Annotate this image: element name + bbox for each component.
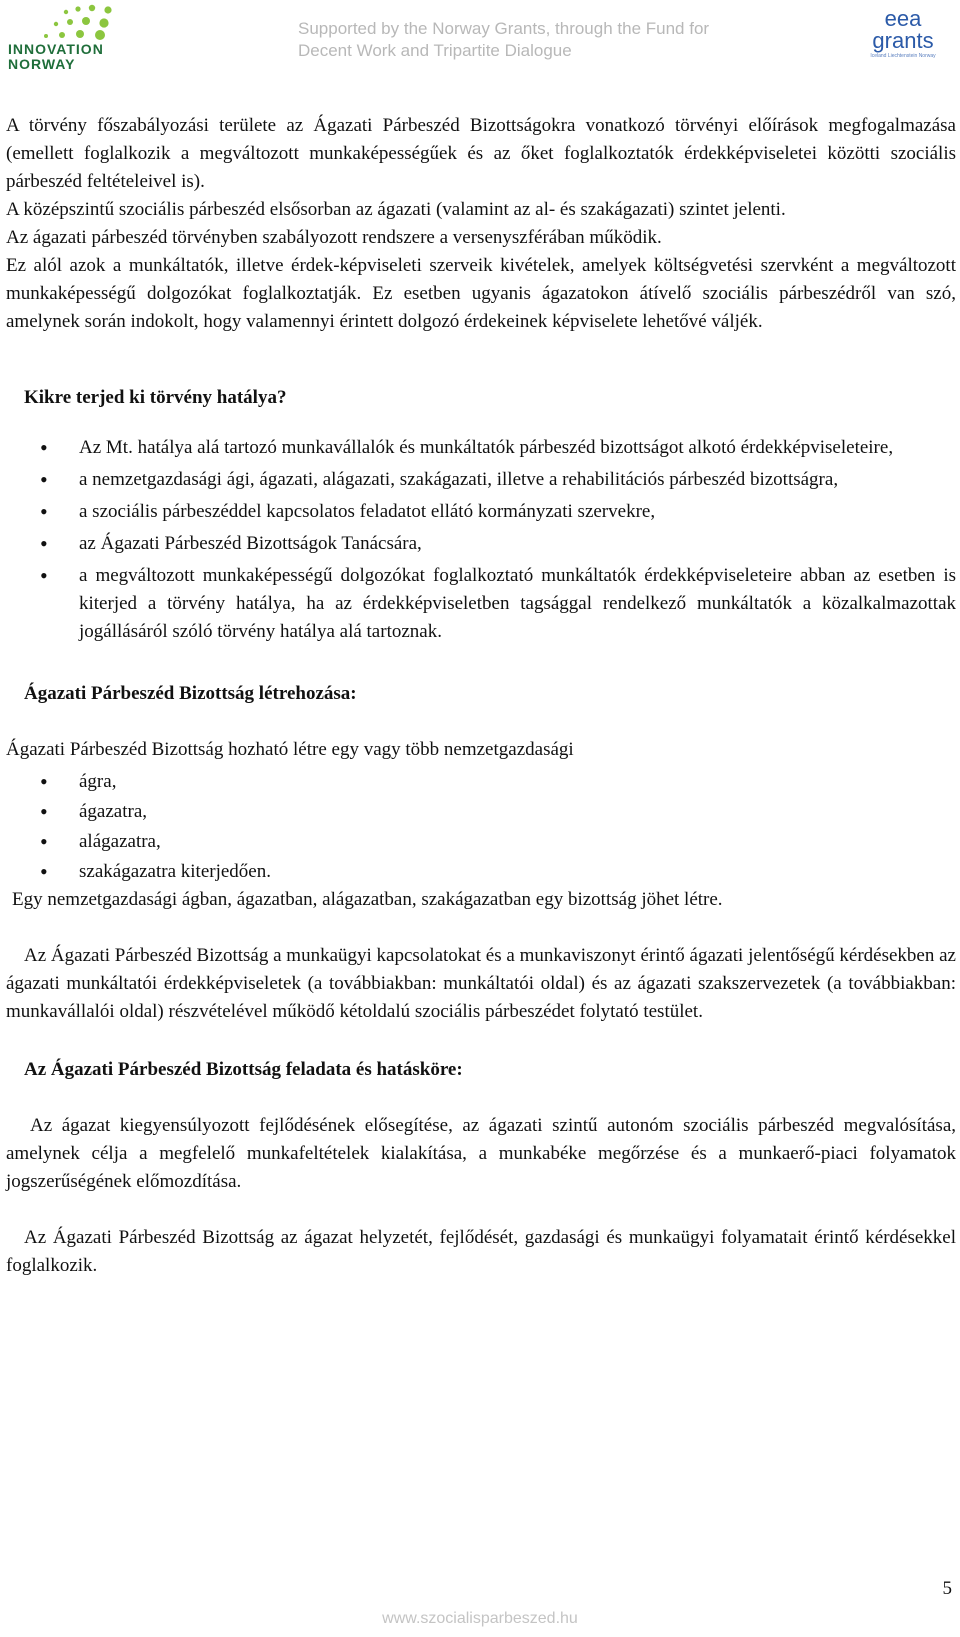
paragraph-7: Az Ágazati Párbeszéd Bizottság a munkaügyi kapcsolatokat és a munkaviszonyt érintő ágazati jelentőségű kérdésekben az ágazati munkáltatói érdekképviseletek (a továbbiakban: munkáltatói oldal) és az ágazati szakszervezetek (a továbbiakban: munkavállalói oldal) részvételével működő kétoldalú szociális párbeszédet folytató testület. xyxy=(6,945,956,1022)
paragraph-8: Az ágazat kiegyensúlyozott fejlődésének elősegítése, az ágazati szintű autonóm szociális párbeszéd megvalósítása, amelynek célja a megfelelő munkafeltételek kialakítása, a munkabéke megőrzése és a munkaerő-piaci folyamatok jogszerűségének előmozdítása. xyxy=(6,1115,956,1192)
logo-dots-icon xyxy=(4,4,124,44)
list-item: • az Ágazati Párbeszéd Bizottságok Tanácsára, xyxy=(6,530,956,558)
innovation-norway-logo xyxy=(4,4,124,70)
heading-scope: Kikre terjed ki törvény hatálya? xyxy=(24,387,287,408)
supported-by-text xyxy=(298,18,709,62)
footer-url: www.szocialisparbeszed.hu xyxy=(382,1610,578,1627)
paragraph-9: Az Ágazati Párbeszéd Bizottság az ágazat helyzetét, fejlődését, gazdasági és munkaügyi folyamatait érintő kérdésekkel foglalkozik. xyxy=(6,1227,956,1276)
eea-logo-line-3: Iceland Liechtenstein Norway xyxy=(870,53,936,59)
scope-list xyxy=(6,434,956,646)
paragraph-1: A törvény főszabályozási területe az Ágazati Párbeszéd Bizottságokra vonatkozó törvényi előírások megfogalmazása (emellett foglalkozik a megváltozott munkaképességűek és az őket foglalkoztatók érdekképviseletei közötti szociális párbeszéd feltételeivel is). xyxy=(6,115,956,192)
supported-line-2: Decent Work and Tripartite Dialogue xyxy=(298,41,572,60)
list-item: • ágazatra, xyxy=(6,798,956,826)
list-item: • szakágazatra kiterjedően. xyxy=(6,858,956,886)
logo-text: INNOVATION NORWAY xyxy=(8,41,104,72)
list-item: • a megváltozott munkaképességű dolgozókat foglalkoztató munkáltatók érdekképviseleteire abban az esetben is kiterjed a törvény hatálya, ha az érdekképviseletben tagsággal rendelkező munkáltatók a közalkalmazottak jogállásáról szóló törvény hatálya alá tartoznak. xyxy=(6,562,956,646)
paragraph-4: Ez alól azok a munkáltatók, illetve érdek-képviseleti szerveik kivételek, amelyek költségvetési szervként a megváltozott munkaképességű dolgozókat foglalkoztatják. Ez esetben ugyanis ágazatokon átívelő szociális párbeszédről van szó, amelynek során indokolt, hogy valamennyi érintett dolgozó érdekeinek képviselete lehetővé váljék. xyxy=(6,255,956,332)
document-body xyxy=(6,112,956,1280)
heading-tasks: Az Ágazati Párbeszéd Bizottság feladata és hatásköre: xyxy=(24,1059,463,1080)
page-number: 5 xyxy=(942,1578,952,1599)
list-item: • alágazatra, xyxy=(6,828,956,856)
page-header xyxy=(0,0,960,80)
supported-line-1: Supported by the Norway Grants, through the Fund for xyxy=(298,19,710,38)
paragraph-5: Ágazati Párbeszéd Bizottság hozható létre egy vagy több nemzetgazdasági xyxy=(6,739,574,760)
eea-logo-line-2: grants xyxy=(872,28,934,53)
sector-list xyxy=(6,768,956,886)
paragraph-6: Egy nemzetgazdasági ágban, ágazatban, alágazatban, szakágazatban egy bizottság jöhet létre. xyxy=(12,889,723,910)
paragraph-2: A középszintű szociális párbeszéd elsősorban az ágazati (valamint az al- és szakágazati) szintet jelenti. xyxy=(6,199,786,220)
heading-establishment: Ágazati Párbeszéd Bizottság létrehozása: xyxy=(24,683,357,704)
eea-logo-line-1: eea xyxy=(884,6,922,31)
eea-grants-logo xyxy=(858,8,948,70)
paragraph-3: Az ágazati párbeszéd törvényben szabályozott rendszere a versenyszférában működik. xyxy=(6,227,662,248)
list-item: • a szociális párbeszéddel kapcsolatos feladatot ellátó kormányzati szervekre, xyxy=(6,498,956,526)
list-item: • a nemzetgazdasági ági, ágazati, alágazati, szakágazati, illetve a rehabilitációs párbeszéd bizottságra, xyxy=(6,466,956,494)
list-item: • Az Mt. hatálya alá tartozó munkavállalók és munkáltatók párbeszéd bizottságot alkotó érdekképviseleteire, xyxy=(6,434,956,462)
list-item: • ágra, xyxy=(6,768,956,796)
